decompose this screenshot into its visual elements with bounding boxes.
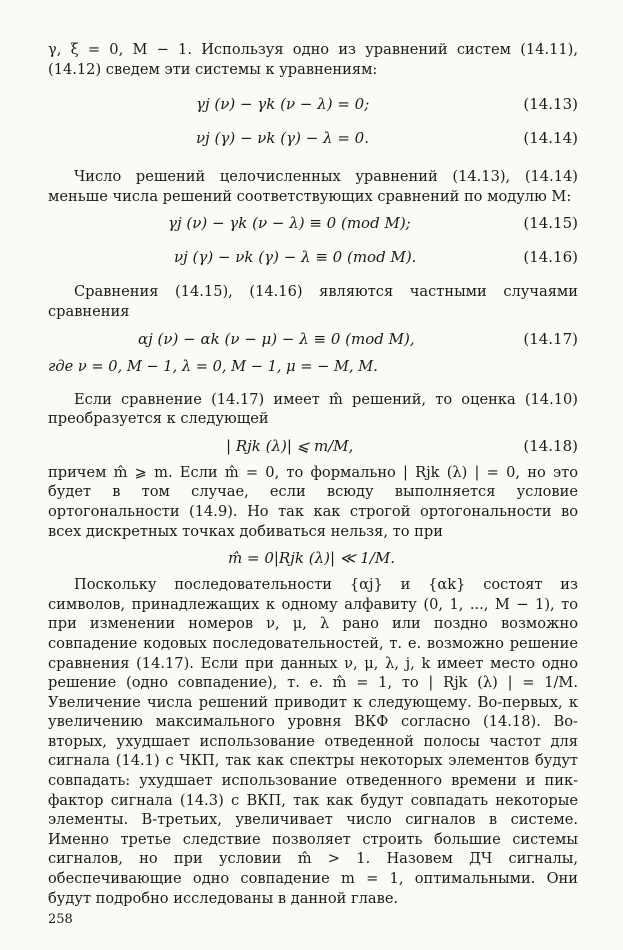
where-clause: где ν = 0, M − 1, λ = 0, M − 1, μ = − M, M.: [48, 357, 378, 375]
equation-14-13: [48, 87, 578, 121]
equation-number: (14.13): [523, 95, 578, 114]
equation-number: (14.15): [523, 214, 578, 233]
equation-number: (14.16): [523, 248, 578, 267]
paragraph-4: причем m̂ ⩾ m. Если m̂ = 0, то формально | Rjk (λ) | = 0, но это будет в том случае, если всюду выполняется условие ортогональности (14.9). Но так как строгой ортогональности во всех дискретных точках добиваться нельзя, то при: [48, 463, 578, 540]
paragraph-5: Поскольку последовательности {αj} и {αk} состоят из символов, принадлежащих к одному алфавиту (0, 1, ..., M − 1), то при изменении номеров ν, μ, λ рано или поздно возможно совпадение кодовых последовательностей, т. е. возможно решение сравнения (14.17). Если при данных ν, μ, λ, j, k имеет место одно решение (одно совпадение), т. е. m̂ = 1, то | Rjk (λ) | = 1/M. Увеличение числа решений приводит к следующему. Во-первых, к увеличению максимального уровня ВКФ согласно (14.18). Во-вторых, ухудшает использование отведенной полосы частот для сигнала (14.1) с ЧКП, так как спектры некоторых элементов будут совпадать: ухудшает использование отведенного времени и пик-фактор сигнала (14.3) с ВКП, так как будут совпадать некоторые элементы. В-третьих, увеличивает число сигналов в системе. Именно третье следствие позволяет строить большие системы сигналов, но при условии m̂ > 1. Назовем ДЧ сигналы, обеспечивающие одно совпадение m = 1, оптимальными. Они будут подробно исследованы в данной главе.: [48, 576, 578, 907]
equation-14-14: [48, 121, 578, 155]
equation-text: γj (ν) − γk (ν − λ) = 0;: [196, 95, 370, 114]
equation-number: (14.17): [523, 329, 578, 348]
paragraph-2: Сравнения (14.15), (14.16) являются частными случаями сравнения: [48, 283, 578, 320]
paragraph-1: Число решений целочисленных уравнений (14.13), (14.14) меньше числа решений соответствующих сравнений по модулю M:: [48, 168, 578, 205]
equation-number: (14.18): [523, 436, 578, 455]
equation-text: αj (ν) − αk (ν − μ) − λ ≡ 0 (mod M),: [138, 329, 415, 348]
paragraph-3: Если сравнение (14.17) имеет m̂ решений, то оценка (14.10) преобразуется к следующей: [48, 390, 578, 428]
equation-text: m̂ = 0|Rjk (λ)| ≪ 1/M.: [228, 549, 395, 568]
page-body: [48, 40, 578, 908]
page-number: 258: [48, 912, 73, 927]
equation-text: νj (γ) − νk (γ) − λ = 0.: [196, 129, 369, 148]
equation-14-17: [48, 322, 578, 356]
equation-text: γj (ν) − γk (ν − λ) ≡ 0 (mod M);: [168, 214, 411, 233]
equation-14-16: [48, 240, 578, 274]
equation-text: | Rjk (λ)| ⩽ m/M,: [226, 436, 354, 455]
equation-number: (14.14): [523, 129, 578, 148]
equation-text: νj (γ) − νk (γ) − λ ≡ 0 (mod M).: [174, 248, 417, 267]
intro-paragraph: γ, ξ = 0, M − 1. Используя одно из уравнений систем (14.11), (14.12) сведем эти системы к уравнениям:: [48, 41, 578, 78]
equation-14-18: [48, 429, 578, 463]
equation-unnumbered: [48, 541, 578, 575]
equation-14-15: [48, 206, 578, 240]
